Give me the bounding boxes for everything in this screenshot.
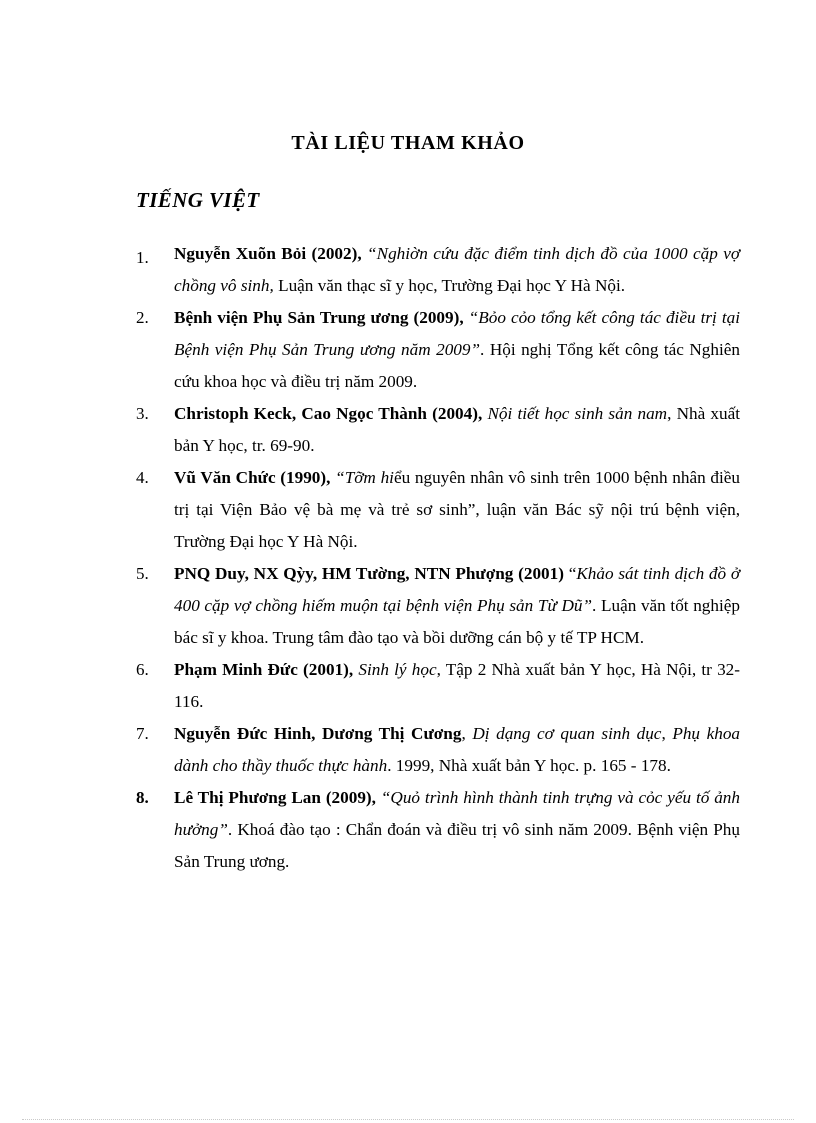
reference-number: 8. <box>136 788 149 807</box>
reference-text <box>174 302 740 398</box>
reference-work: Nội tiết học sinh sản nam <box>482 404 668 423</box>
reference-number: 1. <box>136 248 149 267</box>
reference-work: “Bỏo cỏo tổng kết công tác điều trị tại Bệnh viện Phụ Sản Trung ương năm 2009” <box>174 308 740 359</box>
reference-work: Sinh lý học <box>353 660 437 679</box>
reference-work: “Quỏ trình hình thành tinh trựng và cỏc yếu tố ảnh hưởng” <box>174 788 740 839</box>
reference-authors: Lê Thị Phương Lan (2009), <box>174 788 376 807</box>
reference-work: Dị dạng cơ quan sinh dục <box>472 724 662 743</box>
reference-work: “Nghiờn cứu đặc điểm tinh dịch đồ của 1000 cặp vợ chồng vô sinh, <box>174 244 740 295</box>
reference-work: Khảo sát tinh dịch đồ ở 400 cặp vợ chồng hiếm muộn tại bệnh viện Phụ sản Từ Dũ” <box>174 564 740 615</box>
reference-work: “Tỡm hi <box>330 468 394 487</box>
reference-quote-open: “ <box>563 564 577 583</box>
reference-item-8 <box>0 782 816 878</box>
reference-number: 7. <box>136 724 149 743</box>
reference-text <box>174 398 740 462</box>
reference-work-secondary: Phụ khoa dành cho thầy thuốc thực hành <box>174 724 741 775</box>
reference-text <box>174 718 740 782</box>
reference-number: 2. <box>136 308 149 327</box>
reference-authors: Christoph Keck, Cao Ngọc Thành (2004), <box>174 404 483 423</box>
reference-item-7 <box>0 718 816 782</box>
reference-authors: Vũ Văn Chức (1990), <box>174 468 331 487</box>
reference-authors: PNQ Duy, NX Qỳy, HM Tường, NTN Phượng (2001) <box>174 564 564 583</box>
reference-details: . Hội nghị Tổng kết công tác Nghiên cứu khoa học và điều trị năm 2009. <box>174 340 740 391</box>
reference-authors: Nguyễn Đức Hinh, Dương Thị Cương <box>174 724 462 743</box>
reference-authors: Phạm Minh Đức (2001), <box>174 660 354 679</box>
page-bottom-border <box>22 1119 794 1120</box>
reference-item-5 <box>0 558 816 654</box>
reference-text <box>174 654 740 718</box>
reference-number: 4. <box>136 468 149 487</box>
reference-item-3 <box>0 398 816 462</box>
reference-details: . Luận văn tốt nghiệp bác sĩ y khoa. Trung tâm đào tạo và bồi dưỡng cán bộ y tế TP HCM. <box>174 596 740 647</box>
reference-text <box>174 782 740 878</box>
reference-number: 3. <box>136 404 149 423</box>
reference-details: . Khoá đào tạo : Chẩn đoán và điều trị vô sinh năm 2009. Bệnh viện Phụ Sản Trung ương. <box>174 820 740 871</box>
reference-separator: , <box>461 724 473 743</box>
reference-text <box>174 238 740 302</box>
reference-details: , Tập 2 Nhà xuất bản Y học, Hà Nội, tr 32-116. <box>174 660 740 711</box>
reference-separator: , <box>661 724 673 743</box>
reference-details: ểu nguyên nhân vô sinh trên 1000 bệnh nhân điều trị tại Viện Bảo vệ bà mẹ và trẻ sơ sinh”, luận văn Bác sỹ nội trú bệnh viện, Trường Đại học Y Hà Nội. <box>174 468 740 551</box>
reference-item-4 <box>0 462 816 558</box>
reference-item-1 <box>0 238 816 302</box>
reference-details: , Nhà xuất bản Y học, tr. 69-90. <box>174 404 740 455</box>
reference-text <box>174 558 740 654</box>
page-title: TÀI LIỆU THAM KHẢO <box>291 132 525 154</box>
reference-details: . 1999, Nhà xuất bản Y học. p. 165 - 178. <box>387 756 671 775</box>
reference-details: Luận văn thạc sĩ y học, Trường Đại học Y Hà Nội. <box>273 276 626 295</box>
reference-item-2 <box>0 302 816 398</box>
reference-number: 6. <box>136 660 149 679</box>
reference-text <box>174 462 740 558</box>
reference-authors: Nguyễn Xuõn Bỏi (2002), <box>174 244 362 263</box>
reference-number: 5. <box>136 564 149 583</box>
reference-item-6 <box>0 654 816 718</box>
section-heading: TIẾNG VIỆT <box>136 188 260 212</box>
reference-authors: Bệnh viện Phụ Sản Trung ương (2009), <box>174 308 464 327</box>
reference-list <box>0 238 816 878</box>
